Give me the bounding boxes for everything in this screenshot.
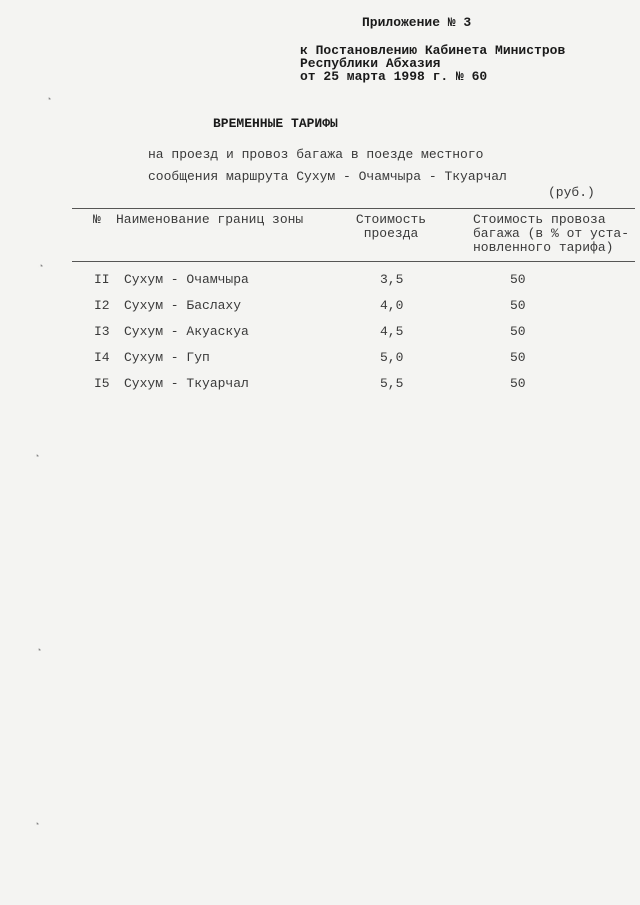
row-number: I3: [94, 324, 110, 339]
header-baggage-line3: новленного тарифа): [473, 240, 614, 255]
row-baggage: 50: [510, 350, 526, 365]
row-fare: 3,5: [380, 272, 404, 287]
appendix-label: Приложение № 3: [362, 15, 472, 30]
header-zone-name: Наименование границ зоны: [116, 212, 304, 227]
row-zone-name: Сухум - Акуаскуа: [124, 324, 249, 339]
row-zone-name: Сухум - Гуп: [124, 350, 210, 365]
row-baggage: 50: [510, 324, 526, 339]
header-baggage-line1: Стоимость провоза: [473, 212, 606, 227]
punch-hole-mark: ◔: [34, 820, 40, 830]
row-number: I5: [94, 376, 110, 391]
row-number: I4: [94, 350, 110, 365]
row-baggage: 50: [510, 272, 526, 287]
row-baggage: 50: [510, 376, 526, 391]
row-number: II: [94, 272, 110, 287]
table-top-rule: [72, 208, 635, 209]
document-title: ВРЕМЕННЫЕ ТАРИФЫ: [213, 116, 338, 131]
table-header-rule: [72, 261, 635, 262]
header-number: №: [93, 212, 101, 227]
decree-reference-line3: от 25 марта 1998 г. № 60: [300, 69, 488, 84]
currency-unit: (руб.): [548, 185, 595, 200]
row-fare: 4,5: [380, 324, 404, 339]
subtitle-line1: на проезд и провоз багажа в поезде местного: [148, 147, 484, 162]
row-fare: 4,0: [380, 298, 404, 313]
header-fare-line2: проезда: [363, 226, 419, 241]
row-zone-name: Сухум - Баслаху: [124, 298, 242, 313]
row-fare: 5,0: [380, 350, 404, 365]
decree-reference-line1: к Постановлению Кабинета Министров: [300, 43, 566, 58]
row-zone-name: Сухум - Ткуарчал: [124, 376, 249, 391]
header-fare-line1: Стоимость: [355, 212, 427, 227]
subtitle-line2: сообщения маршрута Сухум - Очамчыра - Ткуарчал: [148, 169, 507, 184]
row-number: I2: [94, 298, 110, 313]
row-baggage: 50: [510, 298, 526, 313]
header-baggage-line2: багажа (в % от уста-: [473, 226, 630, 241]
punch-hole-mark: ◔: [36, 646, 42, 656]
punch-hole-mark: ◔: [34, 452, 40, 462]
decree-reference-line2: Республики Абхазия: [300, 56, 441, 71]
row-fare: 5,5: [380, 376, 404, 391]
punch-hole-mark: ◔: [46, 95, 52, 105]
row-zone-name: Сухум - Очамчыра: [124, 272, 249, 287]
punch-hole-mark: ◔: [38, 262, 44, 272]
